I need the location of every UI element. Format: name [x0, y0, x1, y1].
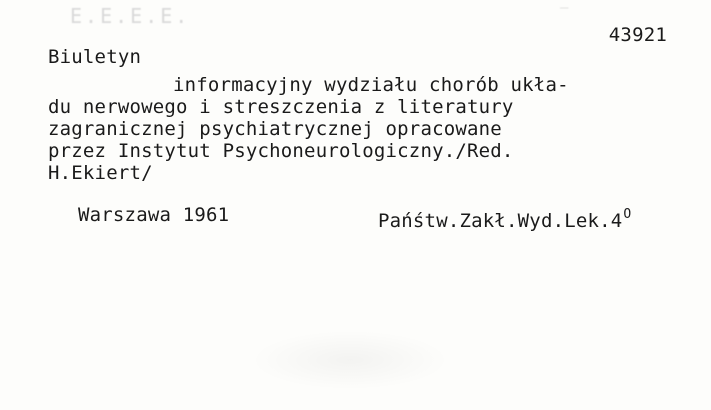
- title-head: Biuletyn: [48, 46, 142, 68]
- title-line-3: zagranicznej psychiatrycznej opracowane: [48, 118, 502, 140]
- imprint-place-year: Warszawa 1961: [78, 204, 230, 226]
- title-line-1: informacyjny wydziału chorób ukła-: [173, 74, 569, 96]
- faded-header-mark: —: [560, 0, 571, 16]
- format-mark: O: [623, 207, 632, 222]
- faded-header-text: E.E.E.E.: [70, 4, 191, 28]
- title-line-4: przez Instytut Psychoneurologiczny./Red.: [48, 140, 514, 162]
- publisher-text: Pańśtw.Zakł.Wyd.Lek.4: [378, 210, 623, 232]
- imprint-publisher: [378, 204, 631, 232]
- paper-smudge: [250, 330, 450, 390]
- title-line-5: H.Ekiert/: [48, 162, 153, 184]
- title-line-2: du nerwowego i streszczenia z literatury: [48, 96, 514, 118]
- catalog-number: 43921: [608, 24, 667, 46]
